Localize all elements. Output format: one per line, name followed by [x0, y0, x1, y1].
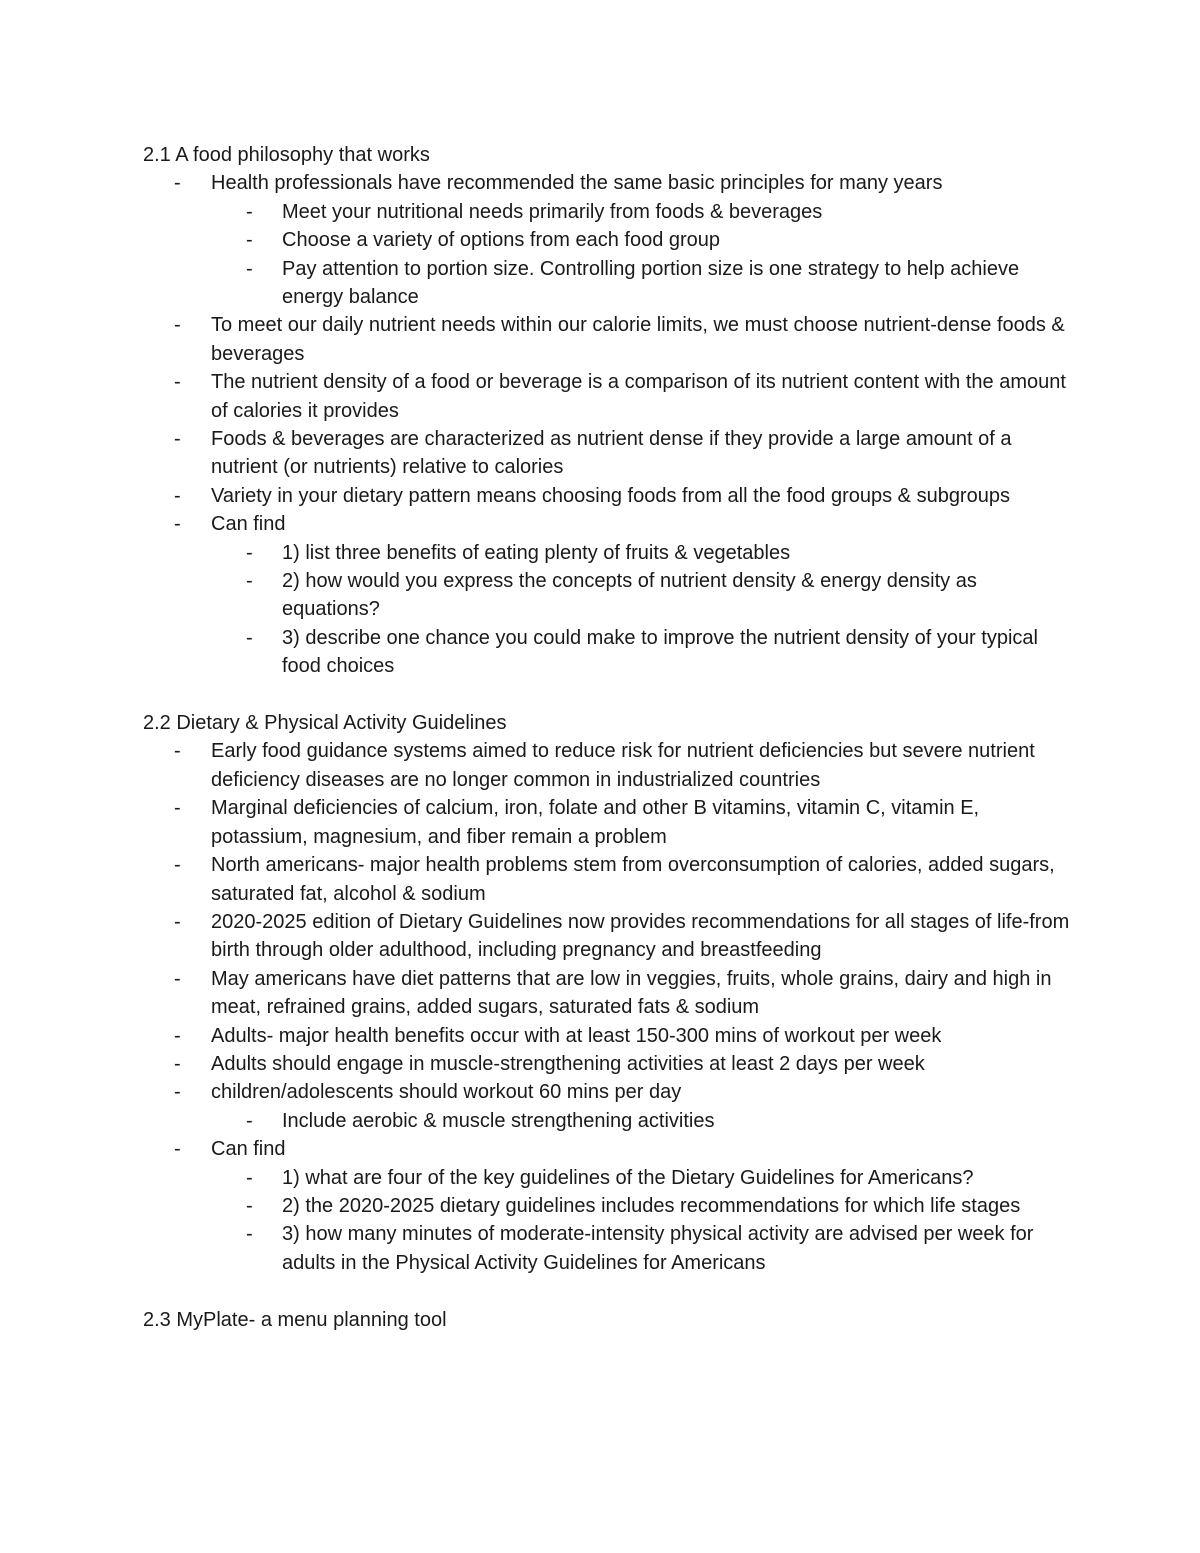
list-item [143, 482, 1073, 510]
sub-bullet-list [211, 1164, 1073, 1278]
list-item-text: 2020-2025 edition of Dietary Guidelines now provides recommendations for all stages of life-from birth through older adulthood, including pregnancy and breastfeeding [211, 910, 1070, 962]
dash-bullet-icon: - [174, 910, 181, 933]
sub-list-item-text: 2) how would you express the concepts of nutrient density & energy density as equations? [282, 570, 977, 621]
sub-list-item-text: Choose a variety of options from each food group [282, 229, 721, 252]
sub-list-item-text: 2) the 2020-2025 dietary guidelines includes recommendations for which life stages [282, 1194, 1021, 1217]
dash-bullet-icon: - [174, 172, 181, 195]
list-item [143, 1050, 1073, 1078]
dash-bullet-icon: - [174, 967, 181, 990]
dash-bullet-icon: - [174, 371, 181, 394]
dash-bullet-icon: - [246, 1223, 253, 1246]
section-heading: 2.1 A food philosophy that works [143, 144, 430, 166]
dash-bullet-icon: - [174, 797, 181, 820]
dash-bullet-icon: - [246, 1194, 253, 1217]
dash-bullet-icon: - [246, 229, 253, 252]
sub-list-item-text: 1) list three benefits of eating plenty of fruits & vegetables [282, 541, 791, 564]
section-heading: 2.2 Dietary & Physical Activity Guidelines [143, 712, 507, 735]
list-item [143, 794, 1073, 851]
dash-bullet-icon: - [174, 314, 181, 337]
sub-list-item [211, 198, 1073, 226]
bullet-list [143, 737, 1073, 1277]
list-item [143, 908, 1073, 965]
list-item [143, 737, 1073, 794]
dash-bullet-icon: - [246, 257, 253, 280]
section-1 [143, 141, 1073, 681]
list-item-text: Adults should engage in muscle-strengthening activities at least 2 days per week [211, 1052, 925, 1075]
dash-bullet-icon: - [174, 428, 181, 451]
dash-bullet-icon: - [174, 1024, 181, 1047]
dash-bullet-icon: - [246, 1109, 253, 1132]
sub-list-item [211, 1192, 1073, 1220]
sub-list-item [211, 226, 1073, 254]
dash-bullet-icon: - [246, 541, 253, 564]
dash-bullet-icon: - [174, 1052, 181, 1075]
list-item [143, 368, 1073, 425]
section-3 [143, 1306, 1073, 1334]
list-item-text: Can find [211, 513, 286, 536]
sub-list-item-text: Meet your nutritional needs primarily from foods & beverages [282, 200, 823, 223]
list-item [143, 1078, 1073, 1135]
list-item-text: To meet our daily nutrient needs within our calorie limits, we must choose nutrient-dense foods & beverages [211, 314, 1065, 365]
list-item [143, 510, 1073, 680]
sub-list-item [211, 567, 1073, 624]
dash-bullet-icon: - [246, 200, 253, 223]
list-item [143, 1022, 1073, 1050]
dash-bullet-icon: - [174, 854, 181, 877]
list-item [143, 425, 1073, 482]
list-item [143, 311, 1073, 368]
dash-bullet-icon: - [246, 1166, 253, 1189]
list-item-text: Marginal deficiencies of calcium, iron, folate and other B vitamins, vitamin C, vitamin E, potassium, magnesium, and fiber remain a problem [211, 797, 980, 848]
sub-bullet-list [211, 198, 1073, 312]
dash-bullet-icon: - [174, 1138, 181, 1161]
list-item-text: Can find [211, 1138, 286, 1161]
list-item-text: Adults- major health benefits occur with at least 150-300 mins of workout per week [211, 1024, 942, 1047]
list-item [143, 169, 1073, 311]
bullet-list [143, 169, 1073, 680]
list-item-text: The nutrient density of a food or beverage is a comparison of its nutrient content with the amount of calories it provides [211, 371, 1066, 422]
sub-list-item [211, 624, 1073, 681]
section-heading: 2.3 MyPlate- a menu planning tool [143, 1308, 447, 1331]
dash-bullet-icon: - [174, 1081, 181, 1104]
sub-list-item-text: Pay attention to portion size. Controlling portion size is one strategy to help achieve energy balance [282, 257, 1020, 309]
sub-bullet-list [211, 1107, 1073, 1135]
list-item-text: Variety in your dietary pattern means choosing foods from all the food groups & subgroups [211, 484, 1010, 507]
dash-bullet-icon: - [174, 513, 181, 536]
sub-list-item [211, 1220, 1073, 1277]
list-item-text: May americans have diet patterns that are low in veggies, fruits, whole grains, dairy and high in meat, refrained grains, added sugars, saturated fats & sodium [211, 967, 1052, 1019]
sub-list-item-text: 3) describe one chance you could make to improve the nutrient density of your typical food choices [282, 626, 1038, 678]
sub-list-item [211, 1164, 1073, 1192]
sub-list-item-text: 3) how many minutes of moderate-intensity physical activity are advised per week for adults in the Physical Activity Guidelines for Americans [282, 1223, 1034, 1274]
list-item-text: Early food guidance systems aimed to reduce risk for nutrient deficiencies but severe nutrient deficiency diseases are no longer common in industrialized countries [211, 740, 1035, 791]
dash-bullet-icon: - [174, 484, 181, 507]
section-2 [143, 709, 1073, 1277]
list-item [143, 965, 1073, 1022]
list-item-text: Health professionals have recommended the same basic principles for many years [211, 172, 943, 195]
sub-list-item-text: 1) what are four of the key guidelines of the Dietary Guidelines for Americans? [282, 1166, 974, 1189]
list-item [143, 851, 1073, 908]
list-item-text: Foods & beverages are characterized as nutrient dense if they provide a large amount of a nutrient (or nutrients) relative to calories [211, 428, 1012, 479]
list-item-text: children/adolescents should workout 60 mins per day [211, 1081, 682, 1104]
sub-bullet-list [211, 539, 1073, 681]
sub-list-item [211, 255, 1073, 312]
sub-list-item [211, 539, 1073, 567]
sub-list-item [211, 1107, 1073, 1135]
list-item-text: North americans- major health problems stem from overconsumption of calories, added sugars, saturated fat, alcohol & sodium [211, 854, 1055, 905]
dash-bullet-icon: - [246, 570, 253, 593]
dash-bullet-icon: - [246, 626, 253, 649]
document-body [143, 141, 1073, 1362]
sub-list-item-text: Include aerobic & muscle strengthening activities [282, 1109, 715, 1132]
dash-bullet-icon: - [174, 740, 181, 763]
list-item [143, 1135, 1073, 1277]
